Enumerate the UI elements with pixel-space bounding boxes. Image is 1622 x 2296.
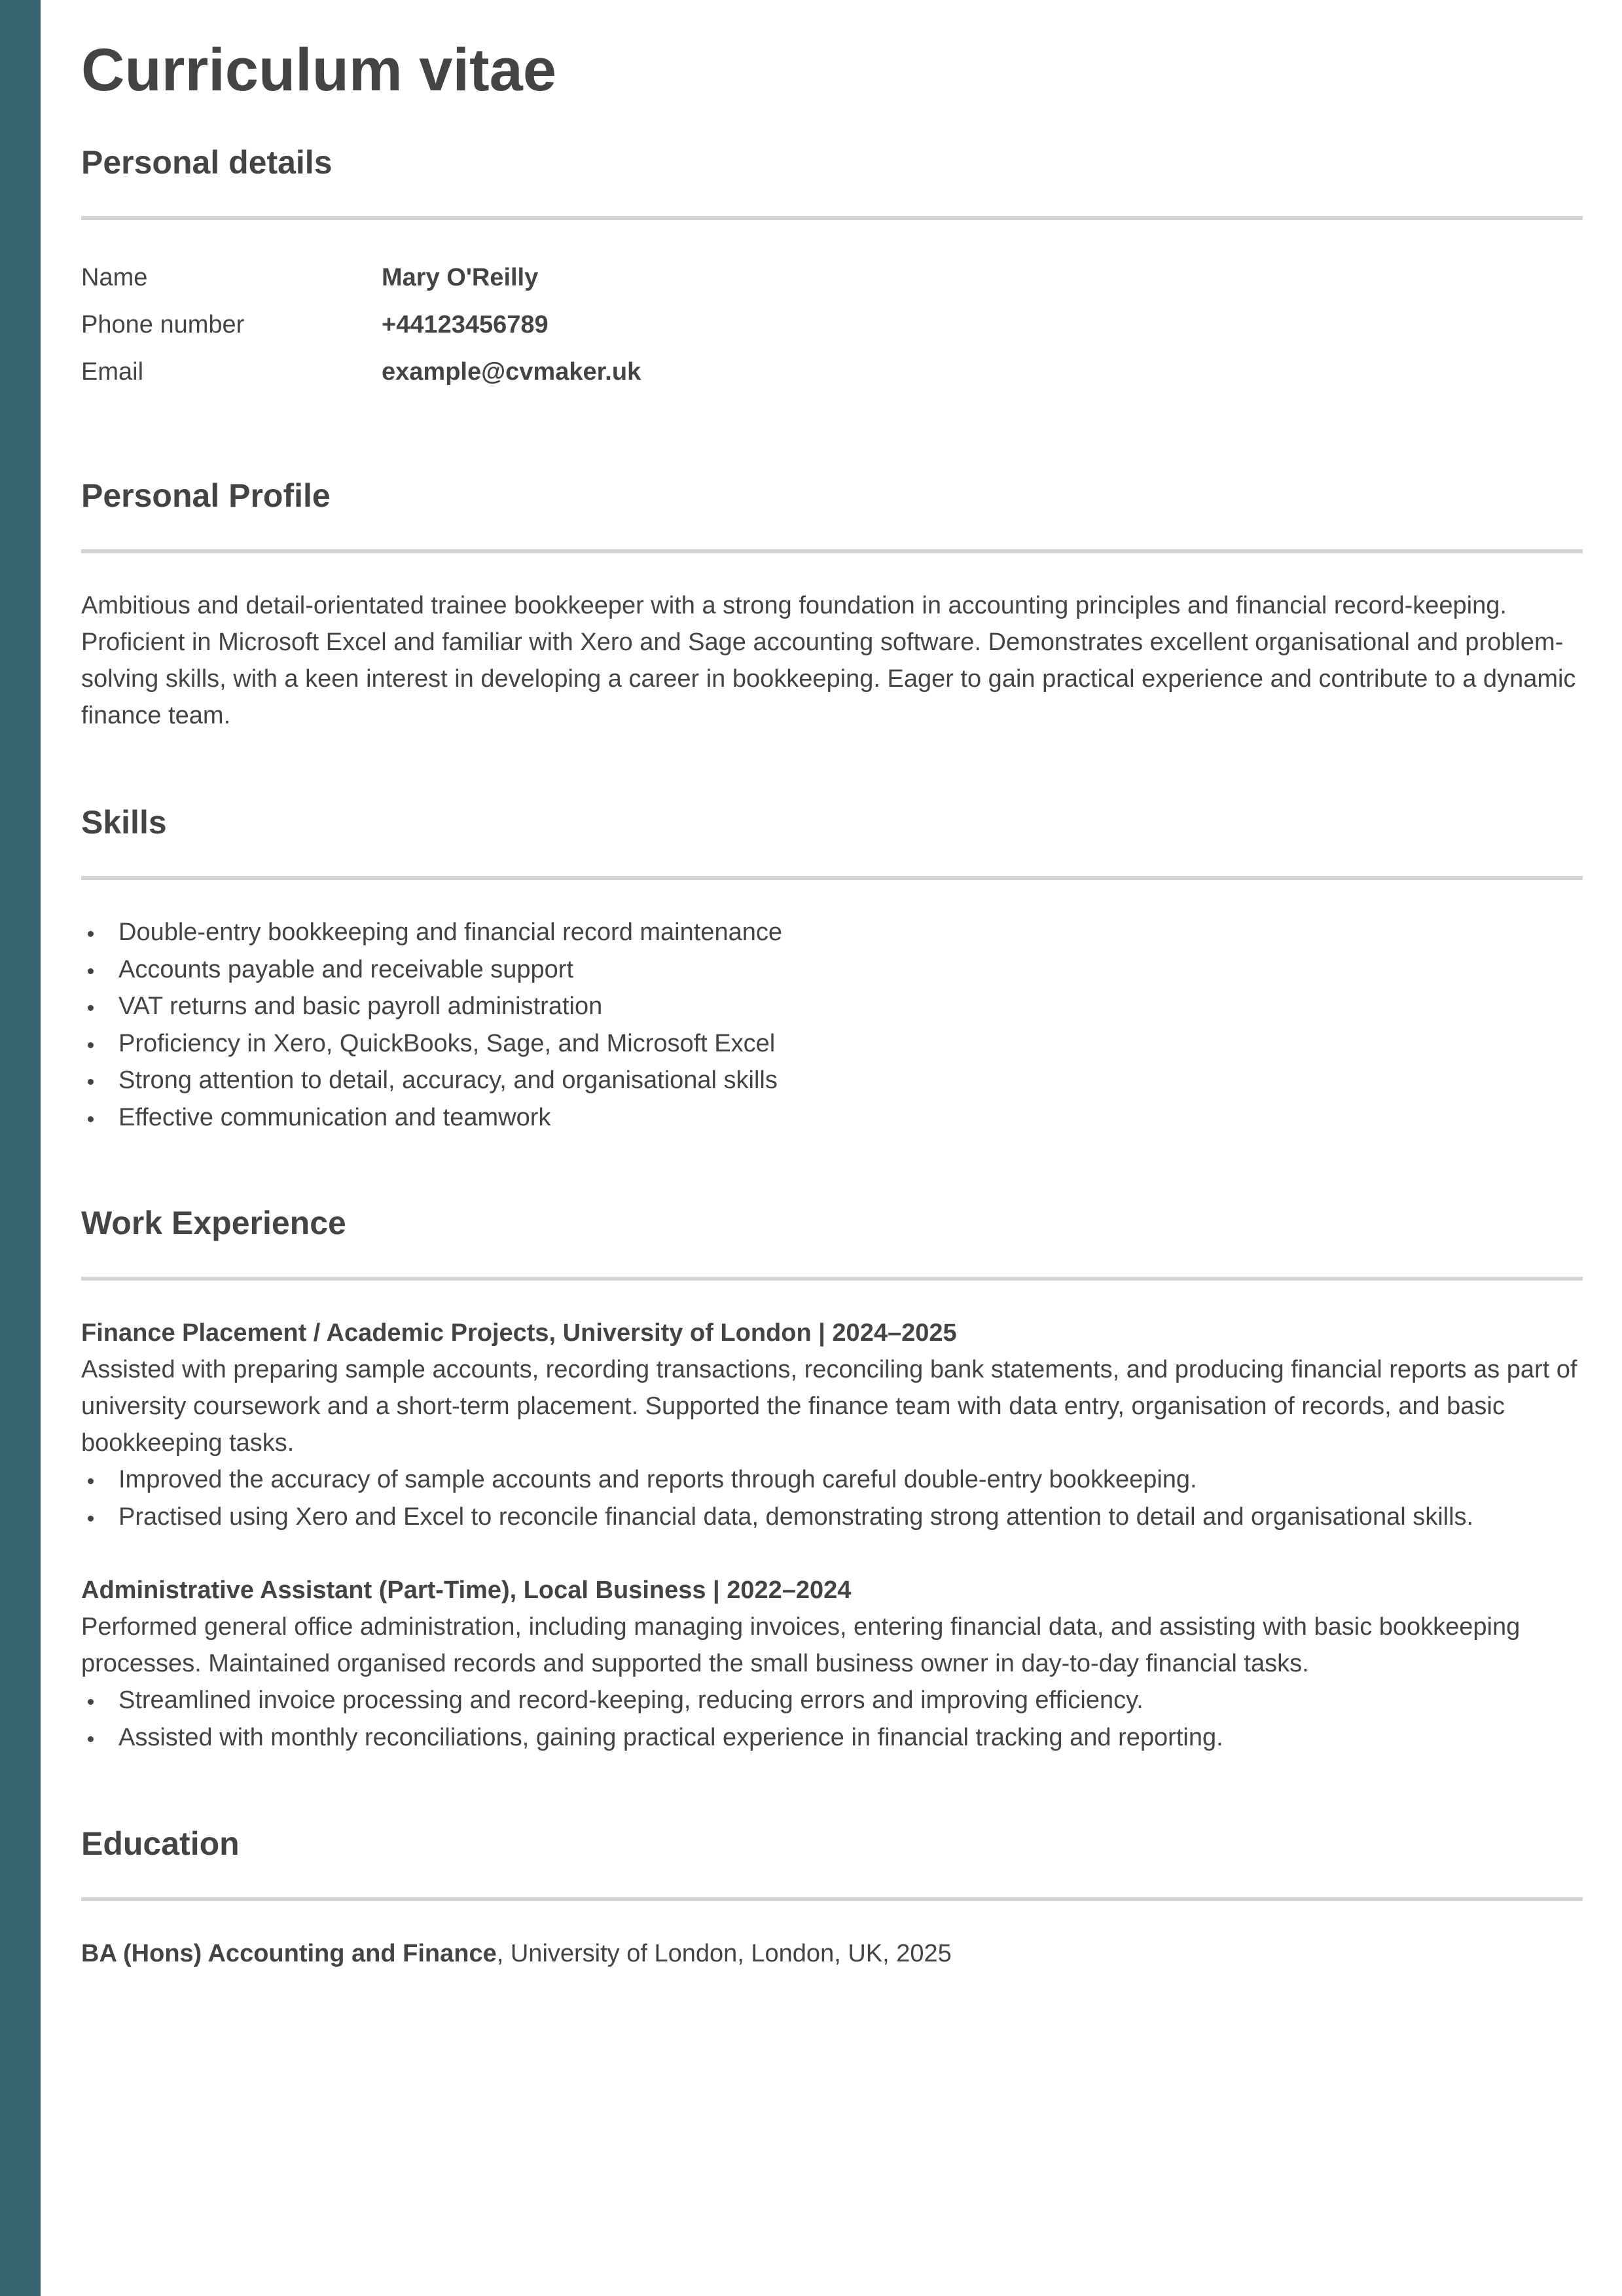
section-heading-work-experience: Work Experience xyxy=(81,1205,346,1241)
detail-value-name: Mary O'Reilly xyxy=(382,264,539,291)
section-divider xyxy=(81,1897,1583,1901)
section-divider xyxy=(81,216,1583,220)
personal-details-table xyxy=(81,254,641,395)
education-entry xyxy=(81,1935,1583,1972)
section-divider xyxy=(81,1277,1583,1281)
job-description: Assisted with preparing sample accounts, recording transactions, reconciling bank statements, and producing financial reports as part of university coursework and a short-term placement. Supported the finance team with data entry, organisation of records, and basic bookkeeping tasks. xyxy=(81,1356,1577,1457)
skill-item: Effective communication and teamwork xyxy=(81,1099,1583,1137)
education-section xyxy=(81,1824,1583,1972)
personal-details-section xyxy=(81,143,1583,395)
detail-label: Name xyxy=(81,264,148,291)
skill-item: Accounts payable and receivable support xyxy=(81,951,1583,989)
section-heading-personal-profile: Personal Profile xyxy=(81,477,331,514)
job-achievement: Improved the accuracy of sample accounts and reports through careful double-entry bookkeeping. xyxy=(81,1461,1583,1499)
detail-label: Email xyxy=(81,358,144,386)
job-achievement: Streamlined invoice processing and record-keeping, reducing errors and improving efficiency. xyxy=(81,1682,1583,1719)
job-title: Administrative Assistant (Part-Time), Local Business | 2022–2024 xyxy=(81,1576,852,1604)
skill-item: Double-entry bookkeeping and financial record maintenance xyxy=(81,914,1583,951)
detail-value-phone: +44123456789 xyxy=(382,311,549,338)
detail-row-name xyxy=(81,254,641,301)
job-entry xyxy=(81,1315,1583,1535)
skill-item: Proficiency in Xero, QuickBooks, Sage, and Microsoft Excel xyxy=(81,1025,1583,1063)
section-divider xyxy=(81,876,1583,880)
detail-label: Phone number xyxy=(81,311,245,338)
detail-row-phone xyxy=(81,301,641,348)
job-achievements-list xyxy=(81,1682,1583,1756)
skills-section xyxy=(81,803,1583,1136)
education-details: , University of London, London, UK, 2025 xyxy=(496,1940,952,1967)
job-achievement: Assisted with monthly reconciliations, gaining practical experience in financial tracking and reporting. xyxy=(81,1719,1583,1757)
section-heading-personal-details: Personal details xyxy=(81,144,333,181)
document-title: Curriculum vitae xyxy=(81,37,556,103)
job-description: Performed general office administration, including managing invoices, entering financial data, and assisting with basic bookkeeping processes. Maintained organised records and supported the small business owner in day-to-day financial tasks. xyxy=(81,1613,1521,1677)
skills-list xyxy=(81,914,1583,1136)
personal-profile-section xyxy=(81,476,1583,734)
job-achievements-list xyxy=(81,1461,1583,1535)
job-achievement: Practised using Xero and Excel to reconcile financial data, demonstrating strong attention to detail and organisational skills. xyxy=(81,1499,1583,1536)
profile-text: Ambitious and detail-orientated trainee bookkeeper with a strong foundation in accounting principles and financial record-keeping. Proficient in Microsoft Excel and familiar with Xero and Sage accounting software. Demonstrates excellent organisational and problem-solving skills, with a keen interest in developing a career in bookkeeping. Eager to gain practical experience and contribute to a dynamic finance team. xyxy=(81,592,1576,729)
detail-value-email: example@cvmaker.uk xyxy=(382,358,641,386)
skill-item: Strong attention to detail, accuracy, and organisational skills xyxy=(81,1062,1583,1099)
education-degree: BA (Hons) Accounting and Finance xyxy=(81,1940,497,1967)
job-entry xyxy=(81,1572,1583,1756)
job-title: Finance Placement / Academic Projects, University of London | 2024–2025 xyxy=(81,1319,957,1347)
section-divider xyxy=(81,549,1583,553)
section-heading-skills: Skills xyxy=(81,804,167,841)
accent-side-bar xyxy=(0,0,41,2296)
skill-item: VAT returns and basic payroll administration xyxy=(81,988,1583,1025)
detail-row-email xyxy=(81,348,641,395)
work-experience-section xyxy=(81,1203,1583,1756)
section-heading-education: Education xyxy=(81,1825,240,1862)
